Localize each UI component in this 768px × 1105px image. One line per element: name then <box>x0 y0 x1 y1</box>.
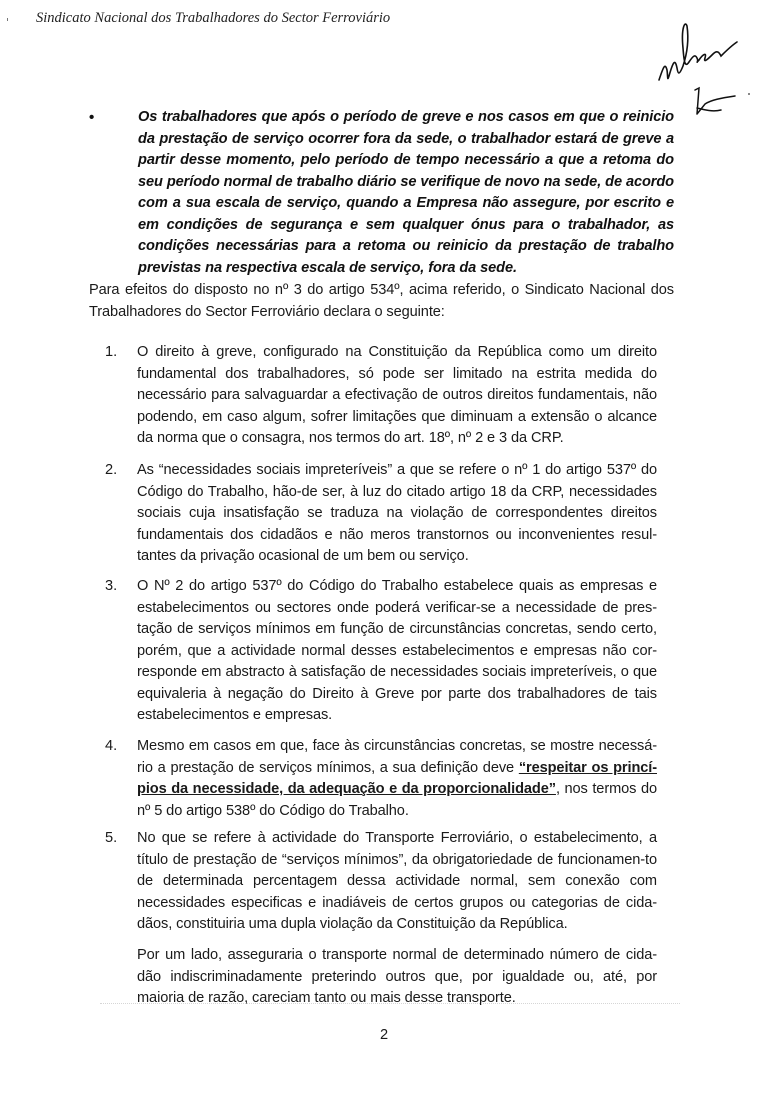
numbered-item-4 <box>105 736 657 822</box>
item-number: 2. <box>105 462 118 478</box>
item-number: 1. <box>105 344 118 360</box>
item-number: 3. <box>105 578 118 594</box>
numbered-item-3 <box>105 576 657 727</box>
item-text <box>137 736 657 822</box>
item-text-after: , nos termos do nº 5 do artigo 538º do Código do Trabalho. <box>137 781 657 819</box>
intro-paragraph: Para efeitos do disposto no nº 3 do artigo 534º, acima referido, o Sindicato Nacional dos Trabalhadores do Sector Ferroviário declara o seguinte: <box>89 282 674 320</box>
bullet-paragraph <box>89 107 674 279</box>
item-number: 5. <box>105 830 118 846</box>
item-text: O Nº 2 do artigo 537º do Código do Trabalho estabelece quais as empresas e estabelecimentos ou sectores onde poderá verificar-se a necessidade de pres-tação de serviços mínimos em função de circunstâncias concretas, sendo certo, porém, que a actividade normal desses estabelecimentos e empresas não cor-responde em abstracto à satisfação de necessidades sociais impreteríveis, o que equivaleria à negação do Direito à Greve por parte dos trabalhadores de tais estabelecimentos e empresas. <box>137 578 657 723</box>
scan-dotted-divider <box>100 1003 680 1004</box>
bullet-text: Os trabalhadores que após o período de greve e nos casos em que o reinicio da prestação de serviço ocorrer fora da sede, o trabalhador estará de greve a partir desse momento, pelo período de tempo necessário a que a retoma do seu período normal de trabalho diário se verifique de novo na sede, de acordo com a sua escala de serviço, quando a Empresa não assegure, por escrito e em condições de segurança e sem qualquer ónus para o trabalhador, as condições necessárias para a retoma ou reinicio da prestação de trabalho previstas na respectiva escala de serviço, fora da sede. <box>138 109 674 276</box>
item-text: As “necessidades sociais impreteríveis” a que se refere o nº 1 do artigo 537º do Código do Trabalho, hão-de ser, à luz do citado artigo 18 da CRP, necessidades sociais cuja insatisfação se traduza na violação de correspondentes direitos fundamentais dos cidadãos e não meros transtornos ou inconvenientes resul-tantes da privação ocasional de um bem ou serviço. <box>137 462 657 564</box>
item-5-continuation: Por um lado, asseguraria o transporte normal de determinado número de cida-dão indiscriminadamente preterindo outros que, por igualdade ou, até, por maioria de razão, careciam tanto ou mais desse transporte. <box>137 947 657 1006</box>
item-text-before: Mesmo em casos em que, face às circunstâncias concretas, se mostre necessá-rio a prestação de serviços mínimos, a sua definição deve <box>137 738 657 776</box>
item-text: No que se refere à actividade do Transporte Ferroviário, o estabelecimento, a título de prestação de “serviços mínimos”, da obrigatoriedade de funcionamen-to de determinada percentagem dessa actividade normal, sem conexão com necessidades especificas e inadiáveis de certos grupos ou categorias de cida-dãos, constituiria uma dupla violação da Constituição da República. <box>137 830 657 932</box>
numbered-item-1 <box>105 342 657 450</box>
scan-artifact-mark <box>7 18 8 21</box>
emphasized-quote: “respeitar os princí-pios da necessidade, da adequação e da proporcionalidade” <box>137 759 657 797</box>
item-text: O direito à greve, configurado na Constituição da República como um direito fundamental dos trabalhadores, só pode ser limitado na estrita medida do necessário para salvaguardar a efectivação de outros direitos fundamentais, não podendo, em caso algum, sofrer limitações que diminuam a extensão o alcance da norma que o consagra, nos termos do art. 18º, nº 2 e 3 da CRP. <box>137 344 657 446</box>
numbered-item-5 <box>105 828 657 936</box>
bullet-icon: • <box>89 109 95 126</box>
page-number: 2 <box>379 1027 389 1043</box>
item-number: 4. <box>105 738 118 754</box>
numbered-item-2 <box>105 460 657 568</box>
letterhead-title: Sindicato Nacional dos Trabalhadores do Sector Ferroviário <box>36 10 391 26</box>
signature-icon <box>655 18 765 118</box>
